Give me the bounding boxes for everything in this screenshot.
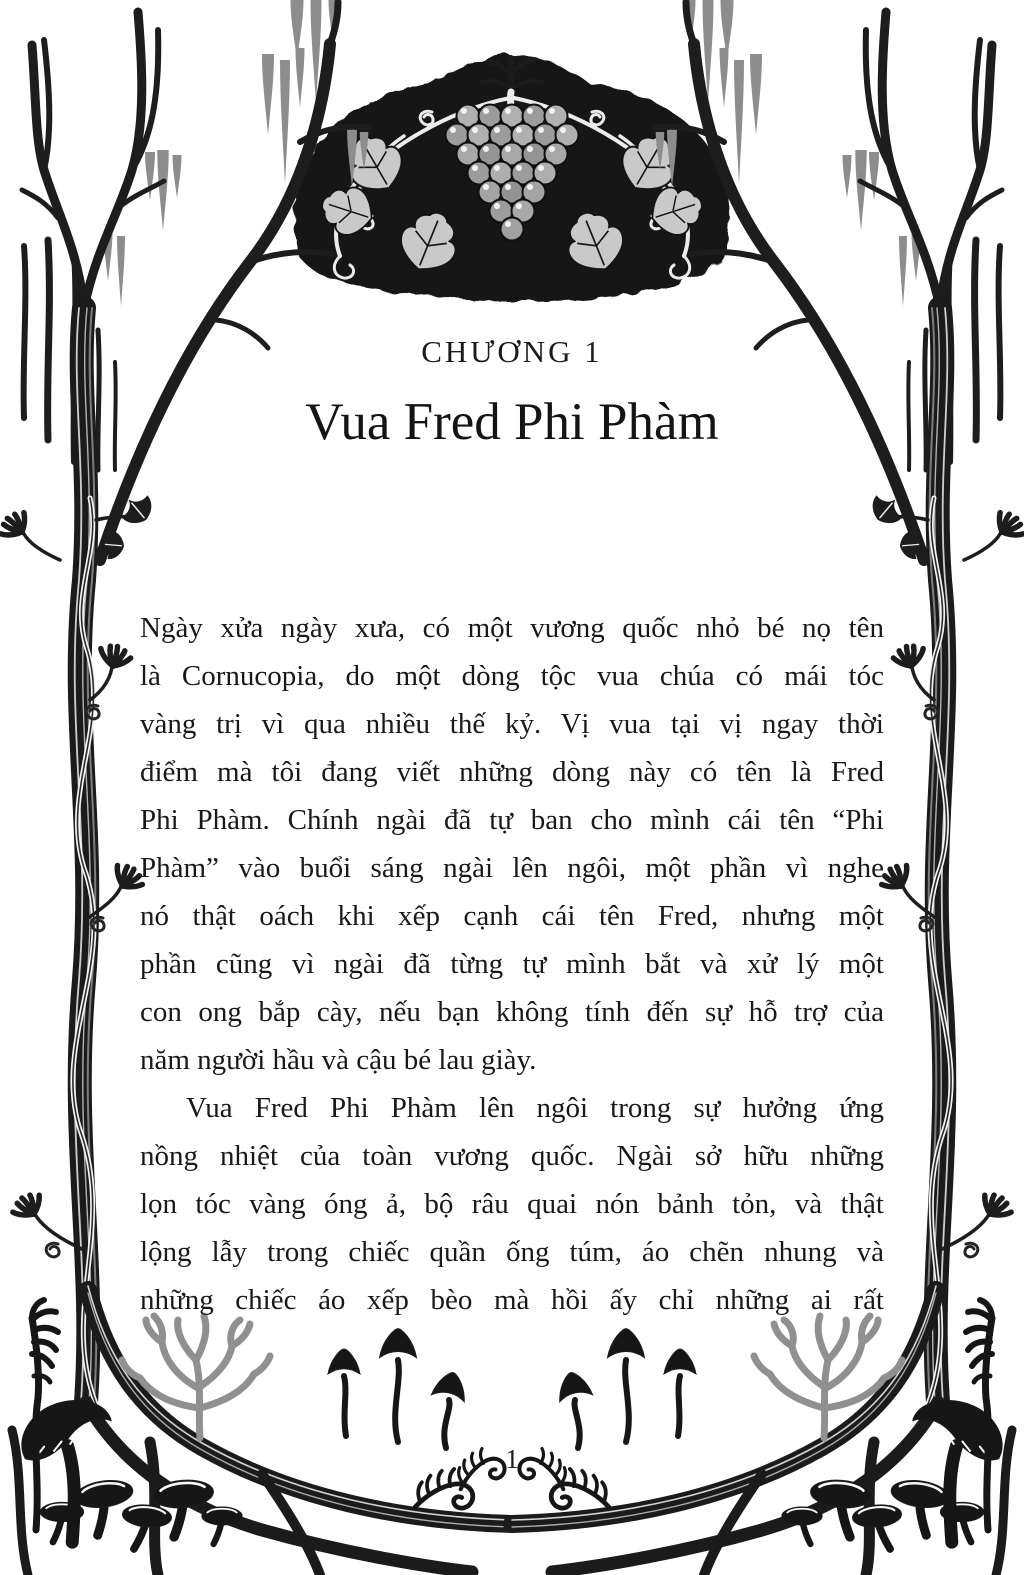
body-line: những chiếc áo xếp bèo mà hồi ấy chỉ những ai rất bbox=[140, 1284, 884, 1316]
chapter-title: Vua Fred Phi Phàm bbox=[305, 393, 719, 451]
body-line: lộng lẫy trong chiếc quần ống túm, áo chẽn nhung và bbox=[140, 1236, 884, 1268]
body-line: con ong bắp cày, nếu bạn không tính đến sự hỗ trợ của bbox=[140, 996, 884, 1028]
body-line: phần cũng vì ngài đã từng tự mình bắt và xử lý một bbox=[140, 948, 884, 980]
page-number: 1 bbox=[505, 1444, 519, 1474]
paragraph-1 bbox=[140, 604, 884, 1084]
body-line: nồng nhiệt của toàn vương quốc. Ngài sở hữu những bbox=[140, 1140, 884, 1172]
body-line: Phi Phàm. Chính ngài đã tự ban cho mình cái tên “Phi bbox=[140, 804, 884, 836]
body-line: vàng trị vì qua nhiều thế kỷ. Vị vua tại vị ngay thời bbox=[140, 708, 884, 740]
body-line: lọn tóc vàng óng ả, bộ râu quai nón bảnh tỏn, và thật bbox=[140, 1188, 884, 1220]
body-line: là Cornucopia, do một dòng tộc vua chúa có mái tóc bbox=[140, 660, 884, 692]
body-line: nó thật oách khi xếp cạnh cái tên Fred, nhưng một bbox=[140, 900, 884, 932]
body-line: điểm mà tôi đang viết những dòng này có tên là Fred bbox=[140, 756, 884, 788]
paragraph-2 bbox=[140, 1084, 884, 1324]
body-line: Phàm” vào buổi sáng ngài lên ngôi, một phần vì nghe bbox=[140, 852, 884, 884]
chapter-label: CHƯƠNG 1 bbox=[421, 334, 603, 369]
body-line: năm người hầu và cậu bé lau giày. bbox=[140, 1044, 537, 1076]
body-text bbox=[140, 604, 884, 1324]
body-line: Ngày xửa ngày xưa, có một vương quốc nhỏ bé nọ tên bbox=[140, 612, 884, 644]
body-line: Vua Fred Phi Phàm lên ngôi trong sự hưởng ứng bbox=[186, 1092, 884, 1124]
